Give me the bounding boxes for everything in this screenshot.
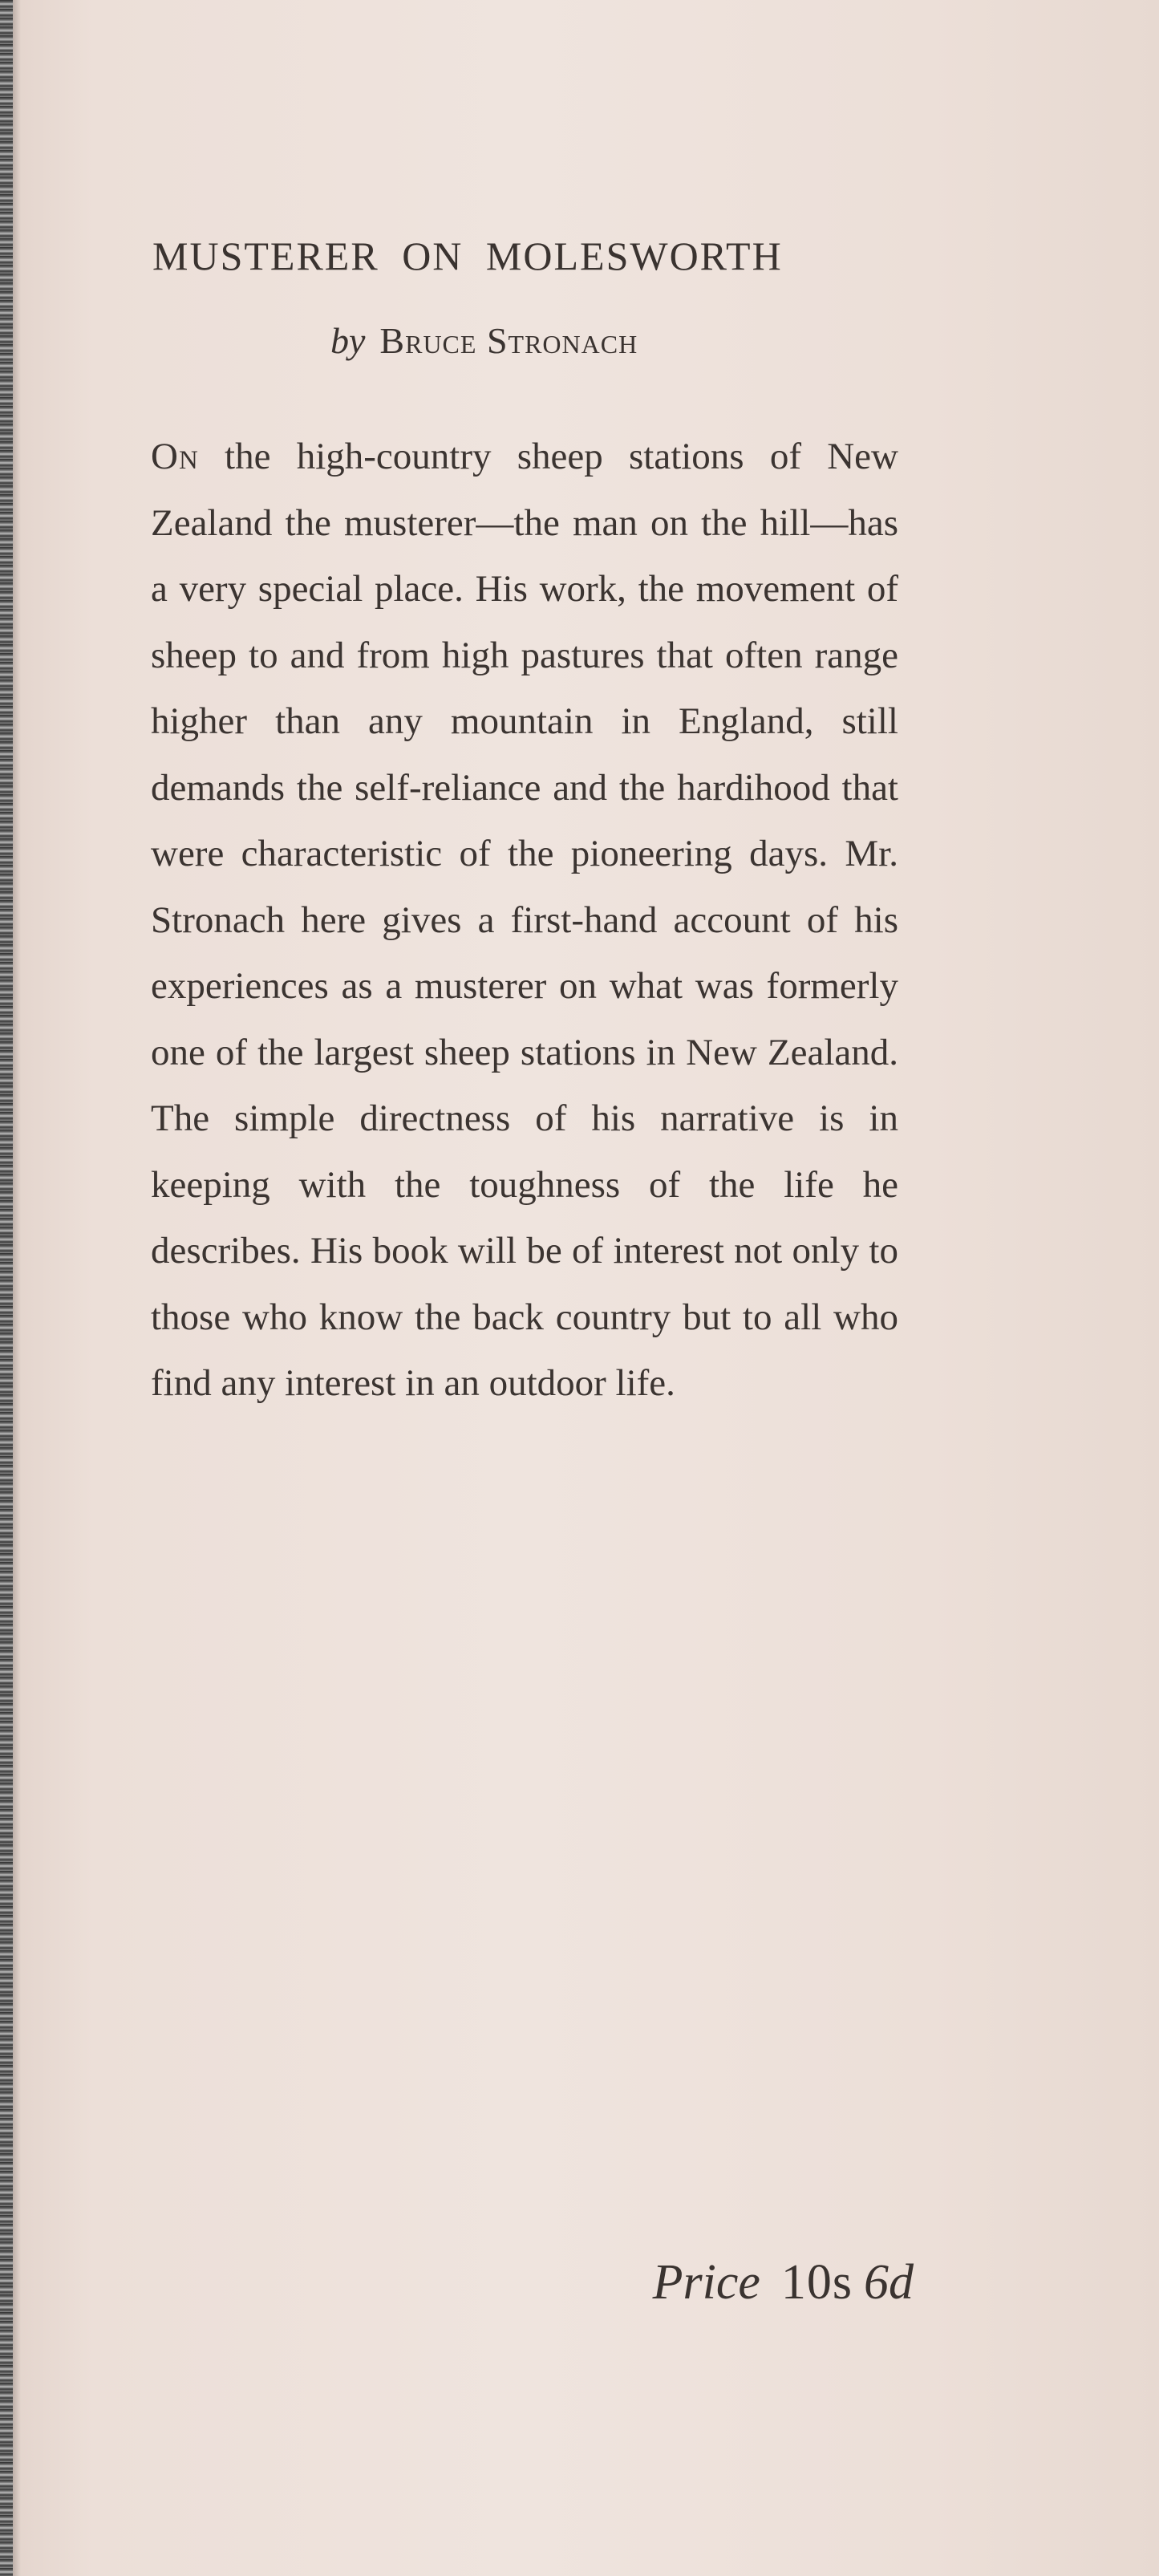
book-title: MUSTERER ON MOLESWORTH — [152, 233, 783, 278]
byline-by: by — [330, 320, 366, 361]
price-word: Price — [652, 2255, 760, 2310]
book-description — [151, 424, 898, 1417]
description-lead-word: On — [151, 436, 199, 477]
price-label — [653, 2254, 914, 2311]
description-text: the high-country sheep stations of New Zealand the musterer—the man on the hill—has a very special place. His work, the movement of sheep to and from high pastures that often range higher than any mountain in England, still demands the self-reliance and the hardihood that were characteristic of the pioneering days. Mr. Stronach here gives a first-hand account of his experiences as a musterer on what was formerly one of the largest sheep stations in New Zealand. The simple directness of his narrative is in keeping with the toughness of the life he describes. His book will be of interest not only to those who know the back country but to all who find any interest in an outdoor life. — [151, 436, 898, 1404]
jacket-spine-edge — [0, 0, 13, 2576]
author-byline — [330, 319, 638, 362]
price-pence: 6d — [864, 2255, 914, 2310]
price-shillings: 10s — [780, 2255, 853, 2310]
author-name: Bruce Stronach — [379, 320, 638, 361]
